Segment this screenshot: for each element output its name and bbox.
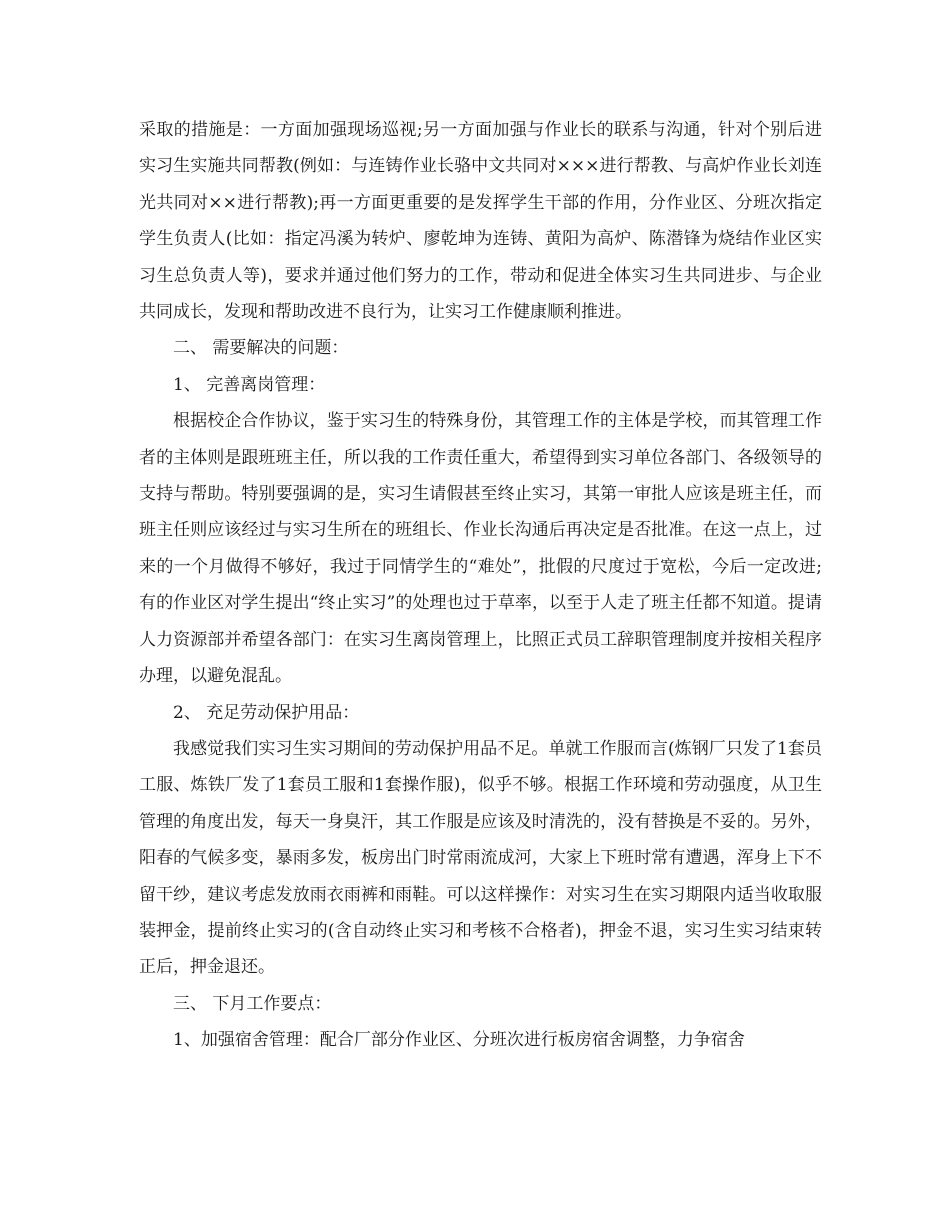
subheading-leave-management: 1、 完善离岗管理： <box>173 374 326 395</box>
paragraph-leave-management: 根据校企合作协议，鉴于实习生的特殊身份，其管理工作的主体是学校，而其管理工作者的主体则是跟班班主任，所以我的工作责任重大，希望得到实习单位各部门、各级领导的支持与帮助。特别要强调的是，实习生请假甚至终止实习，其第一审批人应该是班主任，而班主任则应该经过与实习生所在的班组长、作业长沟通后再决定是否批准。在这一点上，过来的一个月做得不够好，我过于同情学生的“难处”，批假的尺度过于宽松，今后一定改进;有的作业区对学生提出“终止实习”的处理也过于草率，以至于人走了班主任都不知道。提请人力资源部并希望各部门：在实习生离岗管理上，比照正式员工辞职管理制度并按相关程序办理，以避免混乱。 <box>139 411 822 687</box>
heading-problems-to-solve: 二、 需要解决的问题： <box>173 338 349 359</box>
paragraph-dormitory-management: 1、加强宿舍管理：配合厂部分作业区、分班次进行板房宿舍调整，力争宿舍 <box>173 1030 745 1051</box>
subheading-protective-equipment: 2、 充足劳动保护用品： <box>173 702 360 723</box>
paragraph-measures: 采取的措施是：一方面加强现场巡视;另一方面加强与作业长的联系与沟通，针对个别后进实习生实施共同帮教(例如：与连铸作业长骆中文共同对×××进行帮教、与高炉作业长刘连光共同对××进行帮教);再一方面更重要的是发挥学生干部的作用，分作业区、分班次指定学生负责人(比如：指定冯溪为转炉、廖乾坤为连铸、黄阳为高炉、陈潜锋为烧结作业区实习生总负责人等)，要求并通过他们努力的工作，带动和促进全体实习生共同进步、与企业共同成长，发现和帮助改进不良行为，让实习工作健康顺利推进。 <box>139 120 822 323</box>
heading-next-month-plan: 三、 下月工作要点： <box>173 993 332 1014</box>
document-body <box>139 112 822 1059</box>
paragraph-protective-equipment: 我感觉我们实习生实习期间的劳动保护用品不足。单就工作服而言(炼钢厂只发了1套员工服、炼铁厂发了1套员工服和1套操作服)，似乎不够。根据工作环境和劳动强度，从卫生管理的角度出发，每天一身臭汗，其工作服是应该及时清洗的，没有替换是不妥的。另外，阳春的气候多变，暴雨多发，板房出门时常雨流成河，大家上下班时常有遭遇，浑身上下不留干纱，建议考虑发放雨衣雨裤和雨鞋。可以这样操作：对实习生在实习期限内适当收取服装押金，提前终止实习的(含自动终止实习和考核不合格者)，押金不退，实习生实习结束转正后，押金退还。 <box>139 738 822 978</box>
